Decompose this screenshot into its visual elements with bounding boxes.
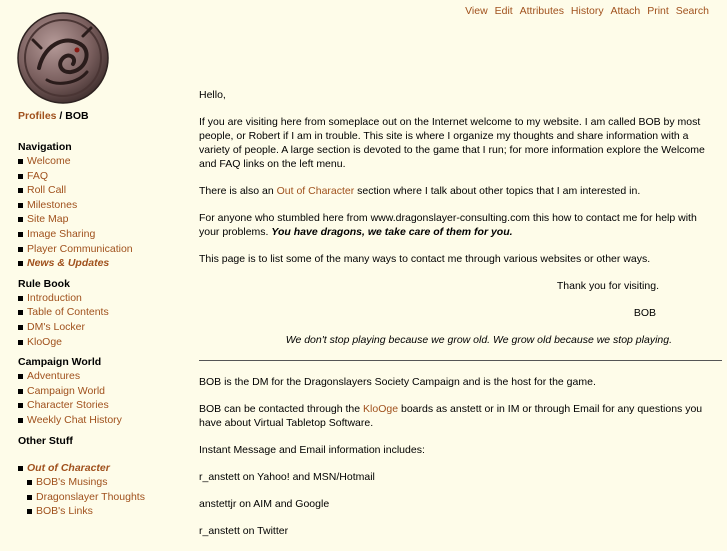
nav-link[interactable]: BOB's Links (36, 505, 93, 518)
breadcrumb-profiles-link[interactable]: Profiles (18, 110, 57, 122)
nav-item-character-stories[interactable] (18, 398, 188, 413)
thanks-line: Thank you for visiting. (556, 280, 659, 292)
nav-link[interactable]: FAQ (27, 169, 49, 182)
nav-link[interactable]: Campaign World (27, 384, 106, 397)
nav-item-news-updates[interactable] (18, 256, 188, 271)
nav-heading-rulebook: Rule Book (18, 277, 70, 290)
out-of-character-link[interactable]: Out of Character (276, 185, 355, 197)
quote-text: We don't stop playing because we grow old. We grow old because we stop playing. (285, 334, 672, 346)
nav-item-image-sharing[interactable] (18, 227, 188, 242)
nav-item-out-of-character[interactable] (18, 461, 188, 476)
nav-item-welcome[interactable] (18, 154, 188, 169)
nav-item-adventures[interactable] (18, 369, 188, 384)
nav-item-milestones[interactable] (18, 198, 188, 213)
divider (199, 360, 722, 361)
nav-section-campaign (18, 355, 188, 369)
nav-item-campaign-world[interactable] (18, 384, 188, 399)
nav-link[interactable]: BOB's Musings (36, 476, 108, 489)
kloOge-link[interactable]: KloOge (363, 403, 399, 415)
nav-link[interactable]: KloOge (27, 335, 63, 348)
action-view[interactable]: View (465, 5, 488, 17)
action-print[interactable]: Print (647, 5, 669, 17)
greeting: Hello, (199, 89, 226, 101)
action-edit[interactable]: Edit (494, 5, 513, 17)
nav-item-kloOge[interactable] (18, 335, 188, 350)
action-history[interactable]: History (570, 5, 604, 17)
dm-paragraph: BOB is the DM for the Dragonslayers Society Campaign and is the host for the game. (199, 376, 596, 388)
nav-heading-campaign: Campaign World (18, 356, 102, 369)
text: section where I talk about other topics that I am interested in. (354, 185, 641, 197)
nav-list-rulebook (18, 291, 188, 349)
nav-link[interactable]: Introduction (27, 291, 82, 304)
breadcrumb-separator: / (56, 110, 66, 122)
nav-item-bobs-links[interactable] (18, 504, 188, 519)
breadcrumb-current: BOB (65, 110, 89, 122)
tagline: You have dragons, we take care of them for you. (271, 226, 513, 238)
contact-intro-paragraph: This page is to list some of the many ways to contact me through various websites or other ways. (199, 253, 651, 265)
contact-aim-google: anstettjr on AIM and Google (199, 498, 330, 510)
nav-section-navigation (18, 140, 188, 154)
nav-link[interactable]: Adventures (27, 370, 81, 383)
nav-link[interactable]: News & Updates (27, 257, 110, 270)
nav-heading-navigation: Navigation (18, 141, 72, 153)
text: BOB can be contacted through the (199, 403, 364, 415)
nav-item-bobs-musings[interactable] (18, 475, 188, 490)
action-search[interactable]: Search (675, 5, 709, 17)
nav-list-other (18, 461, 188, 519)
nav-item-weekly-chat-history[interactable] (18, 413, 188, 428)
consulting-paragraph (199, 211, 714, 239)
contact-twitter: r_anstett on Twitter (199, 525, 289, 537)
text: boards as anstett or in IM or through Email for any questions you have about Virtual Tabletop Software. (199, 403, 703, 429)
dragon-seal-logo[interactable] (17, 12, 109, 104)
nav-link[interactable]: Character Stories (27, 399, 109, 412)
nav-list-campaign (18, 369, 188, 427)
quote (199, 333, 672, 347)
nav-section-rulebook (18, 277, 188, 291)
nav-link[interactable]: Out of Character (27, 461, 110, 474)
sidebar (18, 140, 188, 519)
nav-section-other (18, 434, 188, 448)
signature: BOB (633, 307, 656, 319)
page-actions (461, 5, 709, 17)
action-attach[interactable]: Attach (610, 5, 641, 17)
nav-link[interactable]: Weekly Chat History (27, 413, 122, 426)
nav-item-site-map[interactable] (18, 212, 188, 227)
nav-item-dragonslayer-thoughts[interactable] (18, 490, 188, 505)
contact-paragraph (199, 402, 714, 430)
nav-item-table-of-contents[interactable] (18, 305, 188, 320)
ooc-paragraph (199, 184, 714, 198)
nav-link[interactable]: Welcome (27, 155, 71, 167)
nav-item-player-communication[interactable] (18, 242, 188, 257)
main-content (199, 88, 714, 551)
nav-link[interactable]: Image Sharing (27, 227, 96, 240)
intro-paragraph: If you are visiting here from someplace out on the Internet welcome to my website. I am called BOB by most people, or Robert if I am in trouble. This site is where I organize my thoughts and share information with a variety of people. A large section is devoted to the game that I run; for more information explore the Welcome and FAQ links on the left menu. (199, 116, 705, 170)
nav-item-dms-locker[interactable] (18, 320, 188, 335)
nav-link[interactable]: Table of Contents (27, 306, 109, 319)
text: There is also an (199, 185, 277, 197)
nav-heading-other: Other Stuff (18, 434, 73, 447)
nav-link[interactable]: Milestones (27, 198, 78, 211)
nav-item-roll-call[interactable] (18, 183, 188, 198)
nav-item-introduction[interactable] (18, 291, 188, 306)
nav-item-faq[interactable] (18, 169, 188, 184)
text: For anyone who stumbled here from www.dragonslayer-consulting.com this how to contact me for help with your problems. (199, 212, 697, 238)
im-email-heading: Instant Message and Email information includes: (199, 444, 425, 456)
nav-link[interactable]: Roll Call (27, 184, 67, 197)
contact-yahoo-msn: r_anstett on Yahoo! and MSN/Hotmail (199, 471, 375, 483)
nav-link[interactable]: Player Communication (27, 242, 133, 255)
nav-list-navigation (18, 154, 188, 271)
nav-link[interactable]: DM's Locker (27, 320, 86, 333)
action-attributes[interactable]: Attributes (519, 5, 564, 17)
nav-link[interactable]: Site Map (27, 213, 69, 226)
breadcrumb (18, 110, 89, 122)
nav-link[interactable]: Dragonslayer Thoughts (36, 490, 145, 503)
